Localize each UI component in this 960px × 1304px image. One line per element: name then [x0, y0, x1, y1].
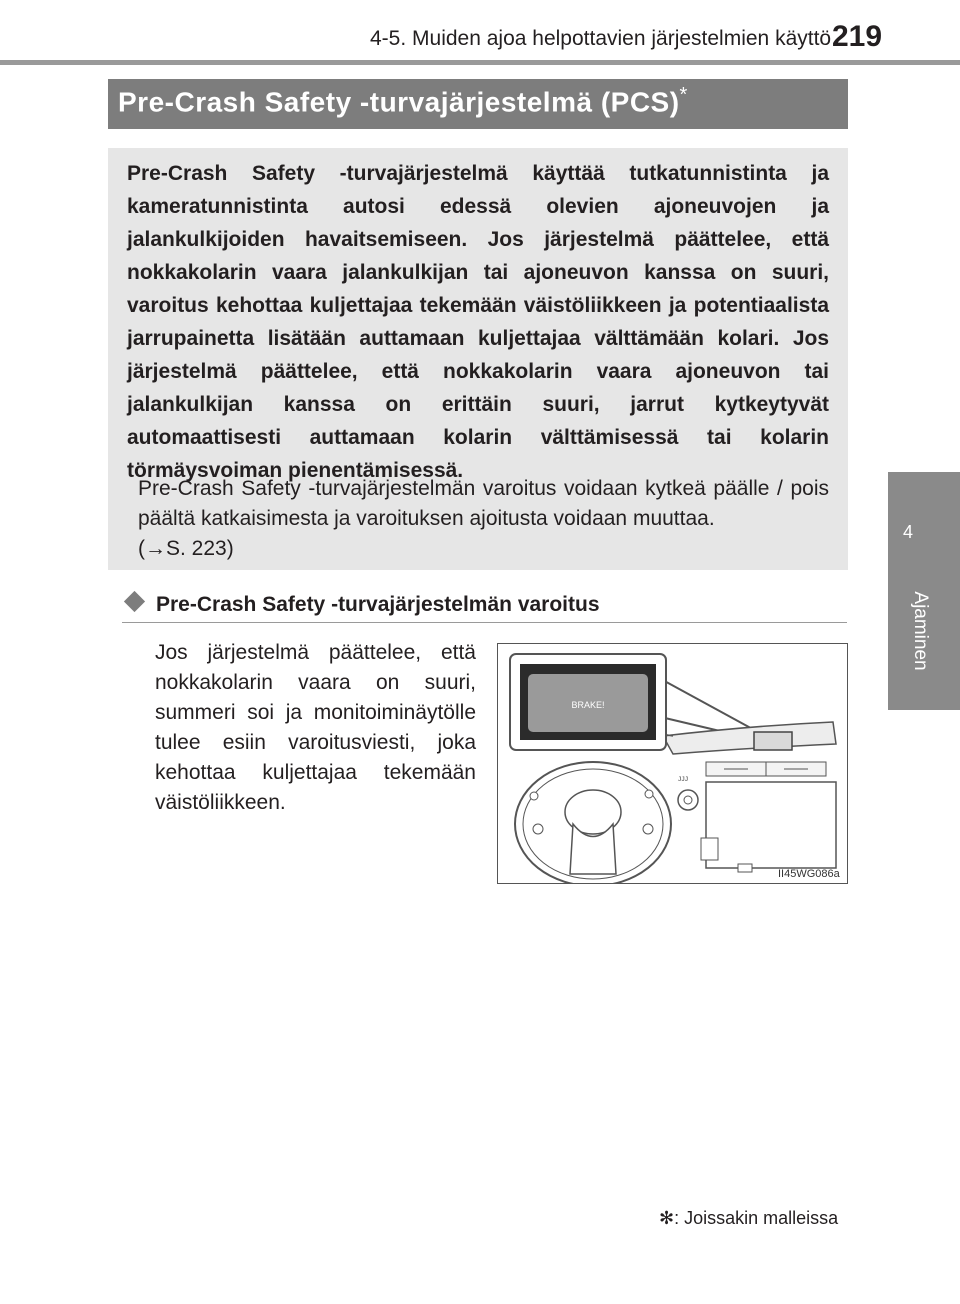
dashboard-illustration — [497, 643, 848, 884]
intro-paragraph: Pre-Crash Safety -turvajärjestelmä käyttää tutkatunnistinta ja kameratunnistinta autosi edessä olevien ajoneuvojen ja jalankulkijoiden havaitsemiseen. Jos järjestelmä päättelee, että nokkakolarin vaara jalankulkijan tai ajoneuvon kanssa on suuri, varoitus kehottaa kuljettajaa tekemään väistöliikkeen ja potentiaalista jarrupainetta lisätään auttamaan kuljettajaa välttämään kolari. Jos järjestelmä päättelee, että nokkakolarin vaara ajoneuvon tai jalankulkijan kanssa on erittäin suuri, jarrut kytkeytyvät automaattisesti auttamaan kolarin välttämisessä tai kolarin törmäysvoiman pienentämisessä. — [127, 162, 829, 482]
section-rule — [122, 622, 847, 623]
asterisk-icon: * — [679, 84, 688, 106]
header-section-title: 4-5. Muiden ajoa helpottavien järjestelmien käyttö — [370, 27, 832, 50]
intro-note — [138, 474, 829, 564]
side-tab-divider — [888, 470, 960, 472]
section-body: Jos järjestelmä päättelee, että nokkakolarin vaara on suuri, summeri soi ja monitoiminäytölle tulee esiin varoitusviesti, joka kehottaa kuljettajaa tekemään väistöliikkeen. — [155, 641, 476, 814]
page-reference[interactable]: (→S. 223) — [138, 537, 234, 560]
header-rule — [0, 60, 960, 65]
page-title-text: Pre-Crash Safety -turvajärjestelmä (PCS) — [118, 86, 680, 118]
chapter-number: 4 — [902, 522, 913, 542]
diamond-bullet-icon — [124, 591, 145, 612]
footnote — [659, 1208, 838, 1229]
intro-note-text: Pre-Crash Safety -turvajärjestelmän varoitus voidaan kytkeä päälle / pois päältä katkaisimesta ja varoituksen ajoitusta voidaan muuttaa. — [138, 477, 829, 530]
dashboard-drawing — [498, 644, 847, 883]
svg-text:ᴊᴊᴊ: ᴊᴊᴊ — [678, 774, 689, 783]
chapter-side-tab — [888, 470, 960, 710]
page-number: 219 — [832, 20, 883, 53]
chapter-title: Ajaminen — [910, 591, 931, 671]
arrow-right-icon: → — [145, 537, 166, 560]
section-heading: Pre-Crash Safety -turvajärjestelmän varoitus — [156, 593, 600, 616]
brake-warning-message: BRAKE! — [571, 700, 605, 710]
footnote-text: : Joissakin malleissa — [674, 1208, 839, 1228]
figure-code: II45WG086a — [778, 868, 840, 880]
page-title — [118, 84, 688, 118]
footnote-asterisk-icon: ✻ — [659, 1208, 675, 1228]
